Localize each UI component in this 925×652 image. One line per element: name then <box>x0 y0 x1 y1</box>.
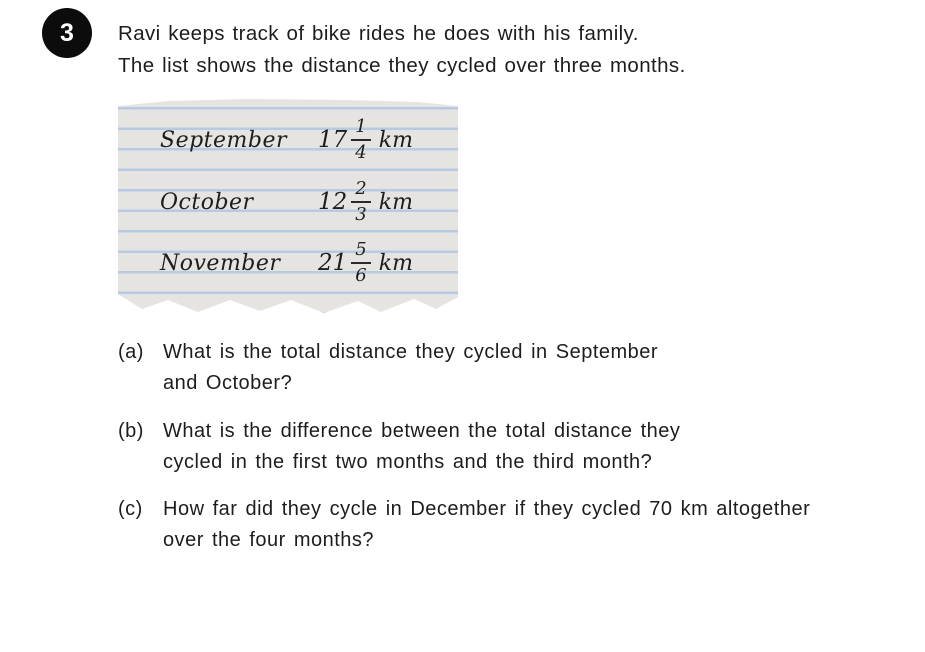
fraction-denominator: 4 <box>351 139 370 162</box>
fraction-numerator: 1 <box>355 116 367 137</box>
distance-unit: km <box>378 189 413 215</box>
sub-question-a <box>118 337 658 399</box>
sub-question-a-label: (a) <box>118 341 144 363</box>
question-number-badge <box>42 8 92 58</box>
sub-question-c-label: (c) <box>118 498 143 520</box>
distance-unit: km <box>378 127 413 153</box>
fraction-numerator: 2 <box>355 178 367 199</box>
question-number: 3 <box>60 18 74 47</box>
fraction-numerator: 5 <box>355 239 367 260</box>
sub-question-a-text <box>163 337 658 399</box>
sub-question-b-line-2: cycled in the first two months and the third month? <box>163 451 653 473</box>
sub-question-c-line-2: over the four months? <box>163 529 375 551</box>
month-label: November <box>160 250 281 276</box>
sub-question-a-line-2: and October? <box>163 372 293 394</box>
sub-question-b-line-1: What is the difference between the total distance they <box>163 420 681 442</box>
notepad-row <box>118 239 458 286</box>
distance-value <box>318 118 413 162</box>
whole-number: 12 <box>318 189 348 215</box>
sub-question-b <box>118 416 680 478</box>
fraction-denominator: 3 <box>351 201 370 224</box>
distance-value <box>318 180 413 224</box>
sub-question-b-label: (b) <box>118 420 144 442</box>
intro-line-2: The list shows the distance they cycled over three months. <box>118 54 686 77</box>
distance-notepad <box>118 96 458 315</box>
month-label: October <box>160 189 254 215</box>
whole-number: 17 <box>318 127 348 153</box>
notepad-row <box>118 116 458 163</box>
fraction <box>351 118 370 162</box>
distance-unit: km <box>378 250 413 276</box>
distance-value <box>318 241 413 285</box>
fraction <box>351 180 370 224</box>
sub-question-c-line-1: How far did they cycle in December if they cycled 70 km altogether <box>163 498 811 520</box>
fraction <box>351 241 370 285</box>
notepad-row <box>118 178 458 225</box>
sub-question-c <box>118 494 810 556</box>
sub-question-a-line-1: What is the total distance they cycled in September <box>163 341 659 363</box>
sub-question-c-text <box>163 494 810 556</box>
month-label: September <box>160 127 288 153</box>
sub-question-b-text <box>163 416 680 478</box>
fraction-denominator: 6 <box>351 262 370 285</box>
intro-line-1: Ravi keeps track of bike rides he does with his family. <box>118 22 639 45</box>
whole-number: 21 <box>318 250 348 276</box>
question-intro <box>118 18 686 82</box>
